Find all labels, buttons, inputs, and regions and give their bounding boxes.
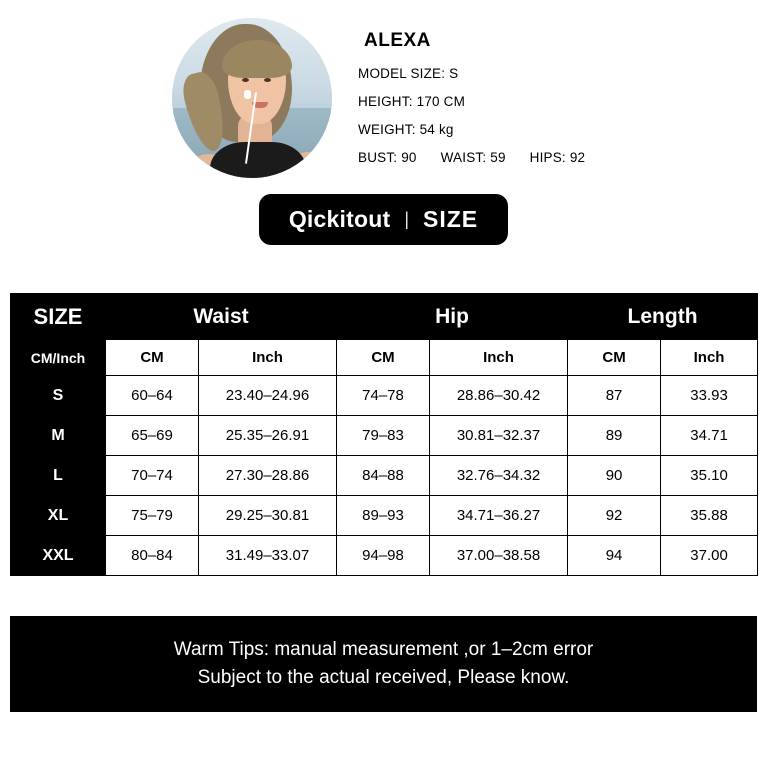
row-size: M — [11, 416, 106, 456]
row-waist-inch: 31.49–33.07 — [199, 536, 337, 576]
row-hip-inch: 30.81–32.37 — [430, 416, 568, 456]
earphone-bud-icon — [244, 90, 251, 99]
table-row — [11, 496, 758, 536]
row-size: XL — [11, 496, 106, 536]
header-unit-label: CM/Inch — [11, 340, 106, 376]
avatar-sports-top — [210, 142, 306, 178]
model-header — [0, 0, 767, 178]
row-waist-cm: 70–74 — [106, 456, 199, 496]
row-size: S — [11, 376, 106, 416]
brand-separator: | — [404, 209, 410, 229]
row-waist-inch: 25.35–26.91 — [199, 416, 337, 456]
row-waist-cm: 75–79 — [106, 496, 199, 536]
row-length-inch: 37.00 — [661, 536, 758, 576]
table-row — [11, 456, 758, 496]
model-hips: HIPS: 92 — [529, 150, 586, 165]
row-length-inch: 33.93 — [661, 376, 758, 416]
model-spec-height — [358, 94, 585, 109]
row-size: XXL — [11, 536, 106, 576]
avatar-eye-right — [264, 78, 271, 82]
size-table-wrapper — [10, 293, 757, 576]
row-length-inch: 35.10 — [661, 456, 758, 496]
header-hip-cm: CM — [337, 340, 430, 376]
brand-banner — [259, 194, 508, 245]
header-size-label: SIZE — [11, 294, 106, 340]
model-spec-size — [358, 66, 585, 81]
header-group-length: Length — [568, 294, 758, 340]
row-length-cm: 89 — [568, 416, 661, 456]
brand-name: Qickitout — [288, 206, 391, 232]
row-hip-cm: 89–93 — [337, 496, 430, 536]
brand-banner-row — [0, 194, 767, 245]
row-length-inch: 34.71 — [661, 416, 758, 456]
model-spec-weight-text: WEIGHT: 54 kg — [358, 122, 454, 137]
header-length-cm: CM — [568, 340, 661, 376]
model-name: ALEXA — [364, 30, 431, 51]
model-spec-height-text: HEIGHT: 170 CM — [358, 94, 466, 109]
row-waist-cm: 65–69 — [106, 416, 199, 456]
size-table — [10, 293, 758, 576]
table-row — [11, 536, 758, 576]
model-measurements — [358, 150, 585, 165]
row-hip-inch: 37.00–38.58 — [430, 536, 568, 576]
warm-tips-banner — [10, 616, 757, 712]
row-hip-cm: 79–83 — [337, 416, 430, 456]
model-waist: WAIST: 59 — [440, 150, 506, 165]
row-hip-inch: 34.71–36.27 — [430, 496, 568, 536]
row-length-cm: 87 — [568, 376, 661, 416]
model-spec-weight — [358, 122, 585, 137]
header-group-hip: Hip — [337, 294, 568, 340]
model-avatar — [172, 18, 332, 178]
row-waist-inch: 29.25–30.81 — [199, 496, 337, 536]
row-length-cm: 90 — [568, 456, 661, 496]
row-waist-inch: 27.30–28.86 — [199, 456, 337, 496]
warm-tips-line-1: Warm Tips: manual measurement ,or 1–2cm error — [173, 639, 594, 660]
row-waist-cm: 60–64 — [106, 376, 199, 416]
model-info — [358, 18, 585, 178]
row-length-inch: 35.88 — [661, 496, 758, 536]
table-row — [11, 376, 758, 416]
warm-tips-line-2: Subject to the actual received, Please know. — [197, 667, 570, 688]
table-header-row-units — [11, 340, 758, 376]
table-header-row-groups — [11, 294, 758, 340]
table-row — [11, 416, 758, 456]
header-hip-inch: Inch — [430, 340, 568, 376]
row-waist-cm: 80–84 — [106, 536, 199, 576]
row-hip-cm: 94–98 — [337, 536, 430, 576]
header-length-inch: Inch — [661, 340, 758, 376]
row-length-cm: 92 — [568, 496, 661, 536]
model-bust: BUST: 90 — [358, 150, 417, 165]
header-waist-cm: CM — [106, 340, 199, 376]
brand-size-word: SIZE — [423, 206, 479, 232]
avatar-eye-left — [242, 78, 249, 82]
header-group-waist: Waist — [106, 294, 337, 340]
row-hip-cm: 84–88 — [337, 456, 430, 496]
row-waist-inch: 23.40–24.96 — [199, 376, 337, 416]
row-size: L — [11, 456, 106, 496]
row-hip-cm: 74–78 — [337, 376, 430, 416]
row-hip-inch: 28.86–30.42 — [430, 376, 568, 416]
row-length-cm: 94 — [568, 536, 661, 576]
row-hip-inch: 32.76–34.32 — [430, 456, 568, 496]
header-waist-inch: Inch — [199, 340, 337, 376]
model-spec-size-text: MODEL SIZE: S — [358, 66, 459, 81]
